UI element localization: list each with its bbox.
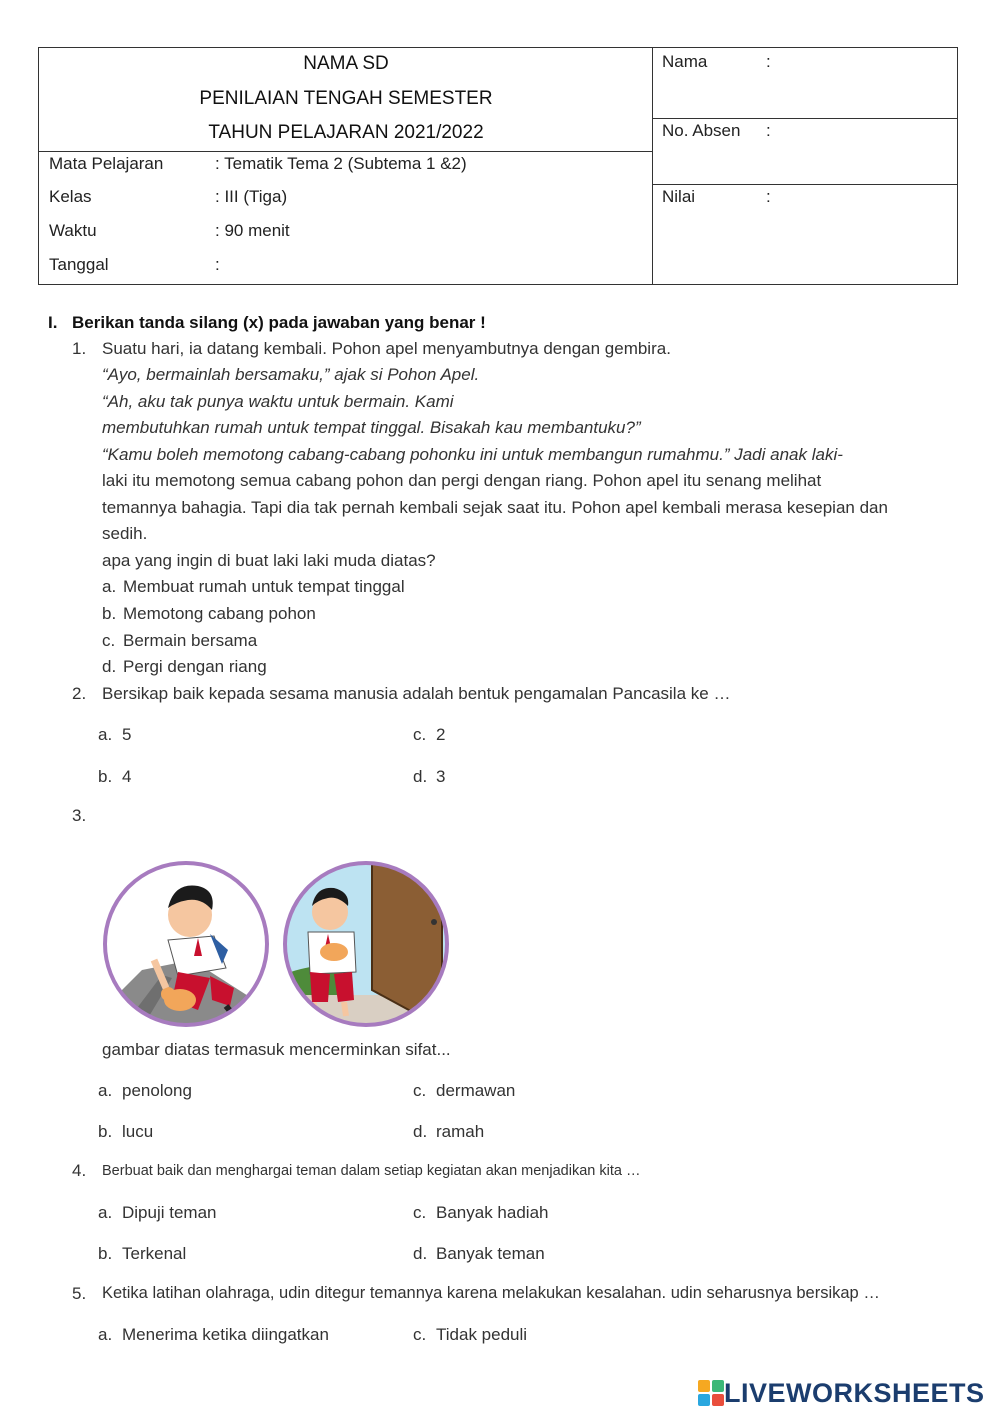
q1-option-a-text[interactable]: Membuat rumah untuk tempat tinggal xyxy=(123,577,405,596)
header-right-divider-2 xyxy=(652,184,957,185)
illustration-boy-holding-cat-door xyxy=(282,860,450,1028)
question-1-line-1: Suatu hari, ia datang kembali. Pohon apel menyambutnya dengan gembira. xyxy=(102,339,671,358)
liveworksheets-logo-icon xyxy=(698,1380,724,1406)
q2-option-b-letter[interactable]: b. xyxy=(98,767,113,786)
right-label-nilai: Nilai xyxy=(662,187,696,206)
q2-option-d-letter[interactable]: d. xyxy=(413,767,428,786)
q4-option-c-text[interactable]: Banyak hadiah xyxy=(436,1203,549,1222)
question-3-text: gambar diatas termasuk mencerminkan sifat... xyxy=(102,1040,451,1059)
right-label-absen: No. Absen xyxy=(662,121,741,140)
question-1-line-4: membutuhkan rumah untuk tempat tinggal. Bisakah kau membantuku?” xyxy=(102,418,641,437)
question-1-line-5: “Kamu boleh memotong cabang-cabang pohonku ini untuk membangun rumahmu.” Jadi anak laki- xyxy=(102,445,843,464)
q3-option-c-text[interactable]: dermawan xyxy=(436,1081,516,1100)
question-1-line-7: temannya bahagia. Tapi dia tak pernah kembali sejak saat itu. Pohon apel kembali merasa kesepian dan xyxy=(102,498,888,517)
q3-option-d-text[interactable]: ramah xyxy=(436,1122,485,1141)
q4-option-b-letter[interactable]: b. xyxy=(98,1244,113,1263)
q1-option-b-letter[interactable]: b. xyxy=(102,604,117,623)
info-label-subject: Mata Pelajaran xyxy=(49,154,164,173)
q1-option-d-text[interactable]: Pergi dengan riang xyxy=(123,657,267,676)
right-colon-absen: : xyxy=(766,121,771,140)
question-3-number: 3. xyxy=(72,806,87,825)
school-year: TAHUN PELAJARAN 2021/2022 xyxy=(208,122,484,143)
q4-option-c-letter[interactable]: c. xyxy=(413,1203,427,1222)
info-label-time: Waktu xyxy=(49,221,97,240)
liveworksheets-logo[interactable] xyxy=(698,1378,985,1408)
right-colon-nilai: : xyxy=(766,187,771,206)
q1-option-a-letter[interactable]: a. xyxy=(102,577,117,596)
q2-option-b-text[interactable]: 4 xyxy=(122,767,132,786)
info-label-date: Tanggal xyxy=(49,255,109,274)
q1-option-c-text[interactable]: Bermain bersama xyxy=(123,631,258,650)
question-5-number: 5. xyxy=(72,1284,87,1303)
illustration-boy-helping-cat xyxy=(102,860,270,1028)
header-left-divider xyxy=(39,151,652,152)
right-colon-name: : xyxy=(766,52,771,71)
question-1-line-6: laki itu memotong semua cabang pohon dan pergi dengan riang. Pohon apel itu senang melihat xyxy=(102,471,822,490)
question-1-line-3: “Ah, aku tak punya waktu untuk bermain. Kami xyxy=(102,392,454,411)
section-instruction: Berikan tanda silang (x) pada jawaban yang benar ! xyxy=(72,313,486,332)
header-right-divider-1 xyxy=(652,118,957,119)
info-value-subject: : Tematik Tema 2 (Subtema 1 &2) xyxy=(215,154,467,173)
exam-title: PENILAIAN TENGAH SEMESTER xyxy=(199,88,493,109)
q2-option-a-letter[interactable]: a. xyxy=(98,725,113,744)
q1-option-b-text[interactable]: Memotong cabang pohon xyxy=(123,604,316,623)
q2-option-d-text[interactable]: 3 xyxy=(436,767,446,786)
question-2-number: 2. xyxy=(72,684,87,703)
q2-option-a-text[interactable]: 5 xyxy=(122,725,132,744)
q3-option-b-letter[interactable]: b. xyxy=(98,1122,113,1141)
q5-option-c-text[interactable]: Tidak peduli xyxy=(436,1325,528,1344)
info-value-date: : xyxy=(215,255,220,274)
q4-option-b-text[interactable]: Terkenal xyxy=(122,1244,187,1263)
question-1-number: 1. xyxy=(72,339,87,358)
header-table xyxy=(38,47,958,285)
question-5-text: Ketika latihan olahraga, udin ditegur temannya karena melakukan kesalahan. udin seharusnya bersikap … xyxy=(102,1284,880,1302)
q4-option-d-letter[interactable]: d. xyxy=(413,1244,428,1263)
logo-text: LIVEWORKSHEETS xyxy=(724,1377,985,1408)
info-label-class: Kelas xyxy=(49,187,92,206)
q3-option-a-letter[interactable]: a. xyxy=(98,1081,113,1100)
q3-option-a-text[interactable]: penolong xyxy=(122,1081,192,1100)
q2-option-c-letter[interactable]: c. xyxy=(413,725,427,744)
q2-option-c-text[interactable]: 2 xyxy=(436,725,446,744)
question-1-prompt: apa yang ingin di buat laki laki muda diatas? xyxy=(102,551,436,570)
q4-option-a-letter[interactable]: a. xyxy=(98,1203,113,1222)
q5-option-a-letter[interactable]: a. xyxy=(98,1325,113,1344)
q4-option-a-text[interactable]: Dipuji teman xyxy=(122,1203,217,1222)
school-name: NAMA SD xyxy=(303,53,389,74)
right-label-name: Nama xyxy=(662,52,708,71)
info-value-time: : 90 menit xyxy=(215,221,290,240)
info-value-class: : III (Tiga) xyxy=(215,187,288,206)
header-vertical-divider xyxy=(652,48,653,284)
q1-option-c-letter[interactable]: c. xyxy=(102,631,116,650)
q5-option-c-letter[interactable]: c. xyxy=(413,1325,427,1344)
question-4-number: 4. xyxy=(72,1161,87,1180)
q1-option-d-letter[interactable]: d. xyxy=(102,657,117,676)
question-1-line-8: sedih. xyxy=(102,524,148,543)
q5-option-a-text[interactable]: Menerima ketika diingatkan xyxy=(122,1325,329,1344)
q3-option-d-letter[interactable]: d. xyxy=(413,1122,428,1141)
q4-option-d-text[interactable]: Banyak teman xyxy=(436,1244,545,1263)
q3-option-b-text[interactable]: lucu xyxy=(122,1122,154,1141)
section-number: I. xyxy=(48,313,58,332)
q3-option-c-letter[interactable]: c. xyxy=(413,1081,427,1100)
question-1-line-2: “Ayo, bermainlah bersamaku,” ajak si Pohon Apel. xyxy=(102,365,480,384)
question-2-text: Bersikap baik kepada sesama manusia adalah bentuk pengamalan Pancasila ke … xyxy=(102,684,731,703)
question-4-text: Berbuat baik dan menghargai teman dalam setiap kegiatan akan menjadikan kita … xyxy=(102,1163,641,1179)
